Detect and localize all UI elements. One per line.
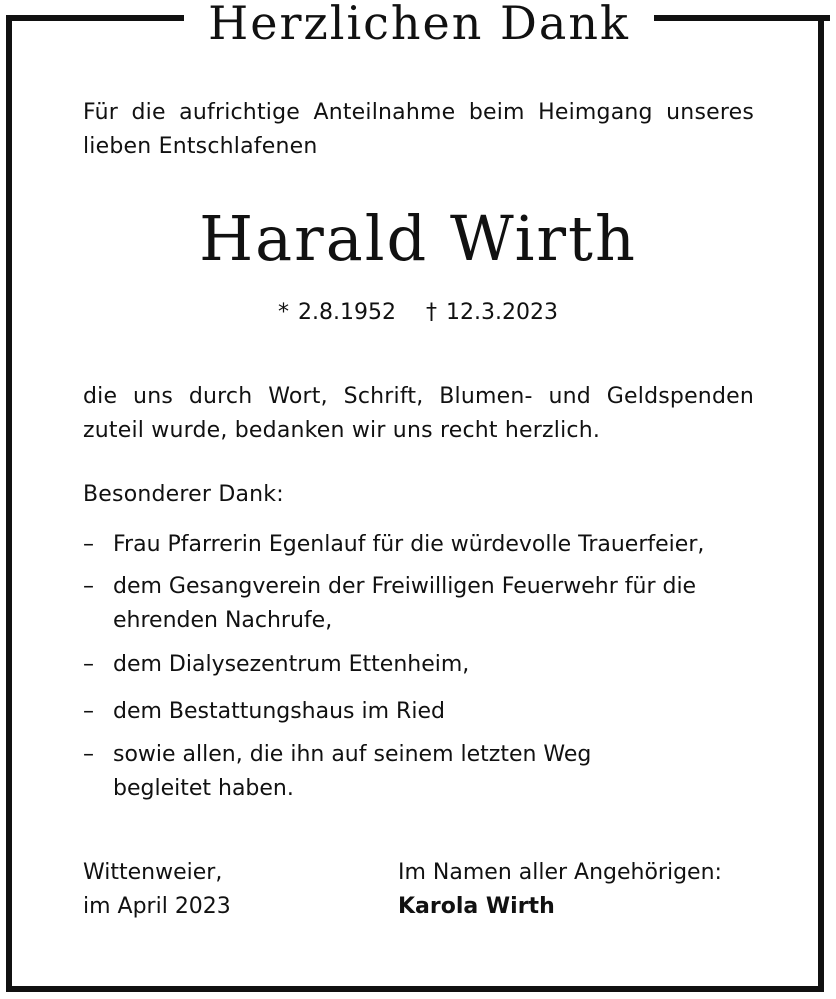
list-item-text: dem Bestattungshaus im Ried — [113, 699, 445, 724]
frame-top-right-rule — [654, 15, 830, 21]
signer-name: Karola Wirth — [398, 894, 555, 919]
dash-bullet: – — [83, 574, 94, 599]
dash-bullet: – — [83, 652, 94, 677]
signature-block — [398, 856, 722, 924]
list-item-text: sowie allen, die ihn auf seinem letzten Weg begleitet haben. — [113, 742, 592, 801]
frame-top-left-rule — [6, 15, 184, 21]
date: im April 2023 — [83, 894, 231, 919]
birth-date: * 2.8.1952 — [278, 300, 396, 325]
dash-bullet: – — [83, 699, 94, 724]
notice-heading: Herzlichen Dank — [208, 0, 630, 50]
thanks-paragraph: die uns durch Wort, Schrift, Blumen- und Geldspenden zuteil wurde, bedanken wir uns recht herzlich. — [83, 384, 754, 443]
place: Wittenweier, — [83, 860, 223, 885]
dash-bullet: – — [83, 742, 94, 767]
life-dates — [0, 300, 836, 325]
intro-paragraph: Für die aufrichtige Anteilnahme beim Heimgang unseres lieben Entschlafenen — [83, 100, 754, 159]
list-item-text: dem Gesangverein der Freiwilligen Feuerwehr für die ehrenden Nachrufe, — [113, 574, 697, 633]
deceased-name: Harald Wirth — [199, 202, 637, 275]
special-thanks-title: Besonderer Dank: — [83, 482, 284, 507]
death-date: † 12.3.2023 — [426, 300, 558, 325]
dash-bullet: – — [83, 532, 94, 557]
list-item-text: dem Dialysezentrum Ettenheim, — [113, 652, 470, 677]
list-item-text: Frau Pfarrerin Egenlauf für die würdevolle Trauerfeier, — [113, 532, 705, 557]
on-behalf-text: Im Namen aller Angehörigen: — [398, 860, 722, 885]
place-and-date — [83, 856, 231, 924]
